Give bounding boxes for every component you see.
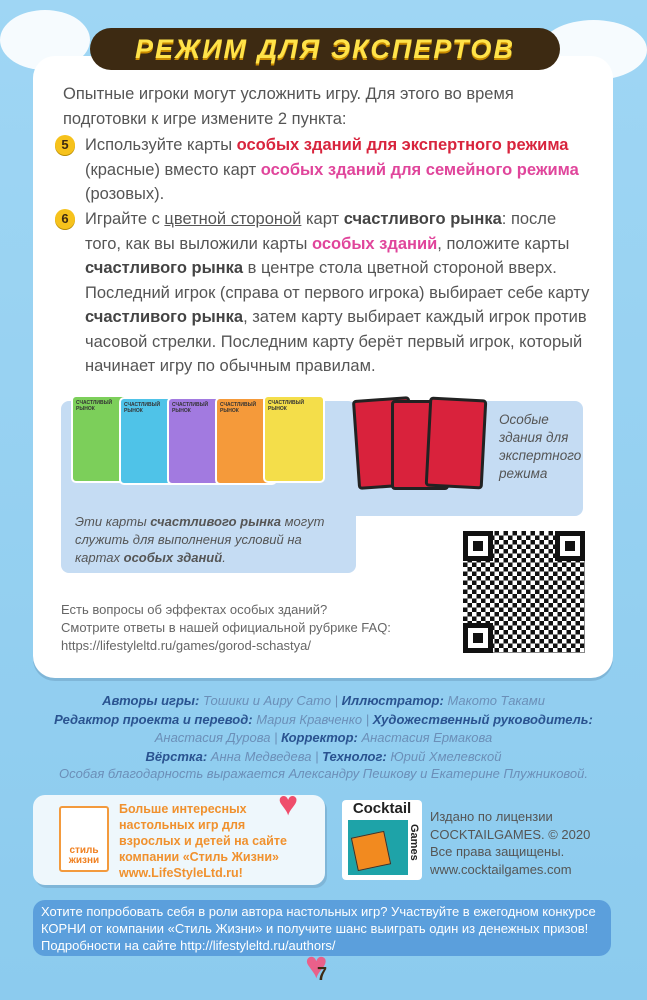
logo-text: Games (408, 824, 420, 861)
market-card: СЧАСТЛИВЫЙ РЫНОК (71, 395, 133, 483)
step-6 (63, 207, 593, 379)
cocktail-games-logo (342, 800, 422, 880)
market-card: СЧАСТЛИВЫЙ РЫНОК (167, 397, 229, 485)
step-number: 6 (55, 209, 75, 229)
credit-role: Редактор проекта и перевод: (54, 711, 253, 727)
credit-role: Технолог: (322, 748, 387, 764)
credit-name: Мария Кравченко (252, 711, 363, 727)
market-caption (75, 513, 345, 567)
heart-icon: ♥ (278, 785, 299, 823)
credit-name: Макото Таками (443, 693, 545, 708)
expert-mode-card (33, 56, 613, 678)
highlight: счастливого рынка (85, 259, 244, 277)
license-link[interactable]: www.cocktailgames.com (430, 861, 572, 877)
credit-name: Анастасия Ермакова (357, 730, 493, 745)
step-number: 5 (55, 135, 75, 155)
qr-code[interactable] (463, 531, 585, 653)
contest-banner: Хотите попробовать себя в роли автора настольных игр? Участвуйте в ежегодном конкурсе КОРНИ от компании «Стиль Жизни» и получите шанс выиграть один из денежных призов! Подробности на сайте http://lifestyleltd.ru/authors/ (33, 900, 611, 956)
qr-finder (555, 531, 585, 561)
highlight: особых зданий (312, 234, 438, 253)
text: Играйте с (85, 210, 165, 228)
license-line: Все права защищены. (430, 844, 565, 859)
text: могут служить для выполнения условий на картах (75, 514, 325, 565)
faq-text (61, 601, 391, 655)
qr-finder (463, 623, 493, 653)
expert-caption: Особые здания для экспертного режима (499, 412, 582, 481)
credit-role: Корректор: (281, 730, 358, 745)
lifestyle-text (119, 801, 287, 881)
market-card: СЧАСТЛИВЫЙ РЫНОК (263, 395, 325, 483)
highlight: особых зданий (123, 550, 223, 565)
license-line: Издано по лицензии (430, 809, 553, 824)
faq-line: Смотрите ответы в нашей официальной рубрике FAQ: (61, 620, 391, 635)
promo-link[interactable]: www.LifeStyleLtd.ru! (119, 866, 243, 880)
credit-name: Тошики и Аиру Сато (199, 693, 332, 708)
license-line: COCKTAILGAMES. © 2020 (430, 826, 591, 842)
credit-name: Анастасия Дурова (154, 730, 271, 745)
text: . (222, 550, 226, 565)
highlight: счастливого рынка (343, 210, 502, 228)
faq-link[interactable]: https://lifestyleltd.ru/games/gorod-schastya/ (61, 638, 312, 653)
credit-role: Художественный руководитель: (372, 711, 593, 727)
highlight: цветной стороной (164, 210, 302, 228)
credits-line: Редактор проекта и перевод: Мария Кравченко | Художественный руководитель: (54, 711, 593, 727)
text: в центре стола цветной стороной вверх. Последний игрок (справа от первого игрока) выбирает себе карту (85, 259, 590, 302)
credit-role: Авторы игры: (102, 693, 200, 708)
thanks-text: Особая благодарность выражается Александру Пешкову и Екатерине Плужниковой. (58, 766, 589, 781)
text: , затем карту выбирает каждый игрок против часовой стрелки. Последним карту берёт первый игрок, который начинает игру по обычным правилам. (85, 308, 587, 375)
expert-card (425, 397, 488, 490)
highlight: особых зданий для семейного режима (260, 160, 579, 179)
page-title: РЕЖИМ ДЛЯ ЭКСПЕРТОВ (135, 33, 515, 64)
step-5 (63, 133, 593, 207)
market-card: СЧАСТЛИВЫЙ РЫНОК (215, 397, 277, 485)
title-banner (90, 28, 560, 70)
credits-line: Анастасия Дурова | Корректор: Анастасия Ермакова (154, 730, 493, 745)
credits-line: Авторы игры: Тошики и Аиру Сато | Иллюстратор: Макото Таками (102, 693, 545, 708)
promo-line: компании «Стиль Жизни» (119, 850, 279, 864)
highlight: счастливого рынка (85, 308, 244, 326)
market-card: СЧАСТЛИВЫЙ РЫНОК (119, 397, 181, 485)
text: : после того, как вы выложили карты (85, 210, 557, 253)
text: (розовых). (85, 185, 165, 203)
highlight: счастливого рынка (150, 514, 281, 529)
market-cards-panel (61, 401, 356, 573)
credit-name: Анна Медведева (207, 748, 312, 764)
text: , положите карты (437, 234, 570, 253)
credit-name: Юрий Хмелевской (386, 748, 502, 764)
intro-text: Опытные игроки могут усложнить игру. Для этого во время подготовки к игре измените 2 пункта: (63, 85, 514, 128)
promo-line: взрослых и детей на сайте (119, 834, 287, 848)
credit-role: Иллюстратор: (341, 693, 444, 708)
promo-line: Больше интересных (119, 802, 247, 816)
lifestyle-logo: стиль жизни (59, 806, 109, 872)
promo-line: настольных игр для (119, 818, 246, 832)
page-number: ♥ 7 (307, 961, 337, 989)
license-text (430, 808, 590, 878)
text: (красные) вместо карт (85, 160, 261, 179)
credits-line: Вёрстка: Анна Медведева | Технолог: Юрий Хмелевской (145, 748, 502, 764)
highlight: особых зданий для экспертного режима (236, 136, 569, 154)
qr-finder (463, 531, 493, 561)
faq-line: Есть вопросы об эффектах особых зданий? (61, 602, 328, 617)
text: карт (301, 210, 344, 228)
logo-text: Cocktail (352, 800, 412, 817)
credits (0, 692, 647, 766)
logo-shape (351, 831, 391, 871)
credit-role: Вёрстка: (145, 748, 208, 764)
expert-cards-panel (347, 401, 583, 516)
text: Используйте карты (85, 136, 237, 154)
text: Эти карты (75, 514, 151, 529)
